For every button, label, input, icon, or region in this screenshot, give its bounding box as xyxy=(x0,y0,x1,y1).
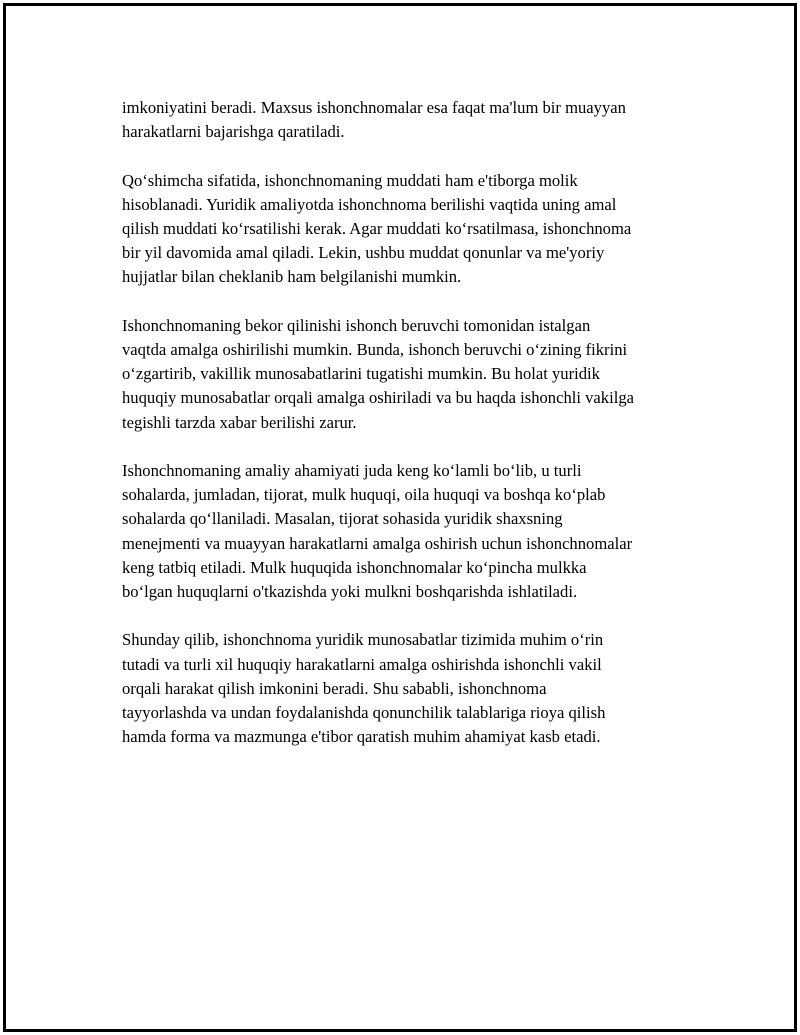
text-line: tayyorlashda va undan foydalanishda qonunchilik talablariga rioya qilish xyxy=(122,703,606,723)
text-line: harakatlarni bajarishga qaratiladi. xyxy=(122,122,345,142)
text-line: bo‘lgan huquqlarni o'tkazishda yoki mulkni boshqarishda ishlatiladi. xyxy=(122,582,578,602)
paragraph-4 xyxy=(122,459,702,604)
document-body xyxy=(122,96,702,774)
text-line: keng tatbiq etiladi. Mulk huquqida ishonchnomalar ko‘pincha mulkka xyxy=(122,557,587,577)
page-border xyxy=(3,3,797,1032)
text-line: huquqiy munosabatlar orqali amalga oshiriladi va bu haqda ishonchli vakilga xyxy=(122,388,634,408)
text-line: bir yil davomida amal qiladi. Lekin, ushbu muddat qonunlar va me'yoriy xyxy=(122,243,605,263)
paragraph-3 xyxy=(122,314,702,435)
text-line: sohalarda, jumladan, tijorat, mulk huquqi, oila huquqi va boshqa ko‘plab xyxy=(122,485,606,505)
text-line: Ishonchnomaning bekor qilinishi ishonch beruvchi tomonidan istalgan xyxy=(122,315,591,335)
text-line: Qo‘shimcha sifatida, ishonchnomaning muddati ham e'tiborga molik xyxy=(122,170,578,190)
text-line: menejmenti va muayyan harakatlarni amalga oshirish uchun ishonchnomalar xyxy=(122,533,633,553)
paragraph-5 xyxy=(122,628,702,749)
text-line: qilish muddati ko‘rsatilishi kerak. Agar muddati ko‘rsatilmasa, ishonchnoma xyxy=(122,219,632,238)
text-line: imkoniyatini beradi. Maxsus ishonchnomalar esa faqat ma'lum bir muayyan xyxy=(122,98,626,117)
text-line: sohalarda qo‘llaniladi. Masalan, tijorat sohasida yuridik shaxsning xyxy=(122,509,563,529)
text-line: tegishli tarzda xabar berilishi zarur. xyxy=(122,412,357,432)
text-line: vaqtda amalga oshirilishi mumkin. Bunda, ishonch beruvchi o‘zining fikrini xyxy=(122,340,628,359)
text-line: hujjatlar bilan cheklanib ham belgilanishi mumkin. xyxy=(122,267,462,287)
paragraph-2 xyxy=(122,169,702,290)
text-line: Shunday qilib, ishonchnoma yuridik munosabatlar tizimida muhim o‘rin xyxy=(122,630,604,650)
text-line: o‘zgartirib, vakillik munosabatlarini tugatishi mumkin. Bu holat yuridik xyxy=(122,364,600,384)
text-line: orqali harakat qilish imkonini beradi. Shu sababli, ishonchnoma xyxy=(122,678,547,698)
text-line: tutadi va turli xil huquqiy harakatlarni amalga oshirishda ishonchli vakil xyxy=(122,654,602,674)
paragraph-1 xyxy=(122,96,702,144)
text-line: hamda forma va mazmunga e'tibor qaratish muhim ahamiyat kasb etadi. xyxy=(122,727,601,747)
text-line: Ishonchnomaning amaliy ahamiyati juda keng ko‘lamli bo‘lib, u turli xyxy=(122,461,582,480)
text-line: hisoblanadi. Yuridik amaliyotda ishonchnoma berilishi vaqtida uning amal xyxy=(122,194,617,214)
